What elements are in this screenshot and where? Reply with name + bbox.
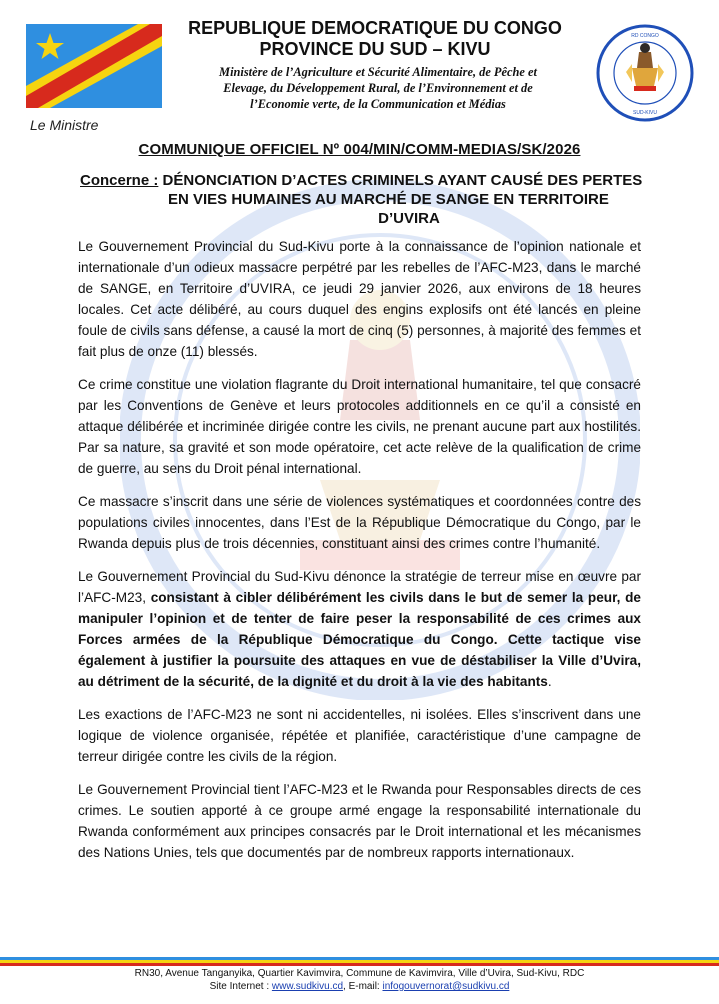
minister-label: Le Ministre xyxy=(30,117,99,133)
subject-label: Concerne : xyxy=(80,172,159,189)
subject-line: EN VIES HUMAINES AU MARCHÉ DE SANGE EN TERRITOIRE xyxy=(168,191,609,208)
paragraph xyxy=(78,566,641,692)
ministry-line: Elevage, du Développement Rural, de l’Environnement et de xyxy=(223,81,533,95)
paragraph: Ce crime constitue une violation flagrante du Droit international humanitaire, tel que consacré par les Conventions de Genève et leurs protocoles additionnels en ce qu’il a consisté en attaque délibérée et incriminée dirigée contre les civils, ne prenant aucune part aux hostilités. Par sa nature, sa gravité et son mode opératoire, cet acte relève de la qualification de crime de guerre, au sens du Droit pénal international. xyxy=(78,377,641,476)
footer-contact xyxy=(0,980,719,993)
ministry-line: Ministère de l’Agriculture et Sécurité Alimentaire, de Pêche et xyxy=(219,65,537,79)
email-link[interactable]: infogouvernorat@sudkivu.cd xyxy=(382,981,510,992)
paragraph: Le Gouvernement Provincial tient l’AFC-M23 et le Rwanda pour Responsables directs de ces crimes. Le soutien apporté à ce groupe armé engage la responsabilité internationale du Rwanda conformément aux principes consacrés par le Droit international et les mécanismes des Nations Unies, tels que documentés par de nombreux rapports internationaux. xyxy=(78,782,641,860)
footer-color-stripe xyxy=(0,957,719,966)
subject-line: D’UVIRA xyxy=(378,210,440,227)
drc-flag-image xyxy=(26,24,162,108)
subject-block xyxy=(80,171,650,228)
subject-line: DÉNONCIATION D’ACTES CRIMINELS AYANT CAUSÉ DES PERTES xyxy=(162,172,643,189)
paragraph: Le Gouvernement Provincial du Sud-Kivu porte à la connaissance de l’opinion nationale et internationale d’un odieux massacre perpétré par les rebelles de l’AFC-M23, dans le marché de SANGE, en Territoire d’UVIRA, ce jeudi 29 janvier 2026, aux environs de 18 heures locales. Cet acte délibéré, au cours duquel des engins explosifs ont été lancés en pleine foule de civils sans défense, a causé la mort de cinq (5) personnes, à majorité des femmes et fait plus de onze (11) blessés. xyxy=(78,239,641,359)
ministry-line: l’Economie verte, de la Communication et Médias xyxy=(250,97,506,111)
site-label: Site Internet : xyxy=(209,981,272,992)
ministry-name xyxy=(160,64,590,112)
footer-address: RN30, Avenue Tanganyika, Quartier Kavimvira, Commune de Kavimvira, Ville d’Uvira, Sud-Kivu, RDC xyxy=(134,968,585,979)
footer xyxy=(0,967,719,993)
email-label: , E-mail: xyxy=(343,981,383,992)
country-name: REPUBLIQUE DEMOCRATIQUE DU CONGO xyxy=(188,18,562,38)
paragraph: Ce massacre s’inscrit dans une série de violences systématiques et coordonnées contre des populations civiles innocentes, dans l’Est de la République Démocratique du Congo, par le Rwanda depuis plus de trois décennies, constituant ainsi des crimes contre l’humanité. xyxy=(78,494,641,551)
svg-text:SUD-KIVU: SUD-KIVU xyxy=(633,110,657,116)
paragraph-text: . xyxy=(547,674,552,689)
provincial-seal-image xyxy=(596,24,694,122)
svg-text:RD CONGO: RD CONGO xyxy=(631,33,659,39)
paragraph-bold-text: consistant à cibler délibérément les civils dans le but de semer la peur, de manipuler l’opinion et de tenter de faire peser la responsabilité de ces crimes aux Forces armées de la République Démocratique du Congo. Cette tactique vise également à justifier la poursuite des attaques en vue de déstabiliser la Ville d’Uvira, au détriment de la sécurité, de la dignité et du droit à la vie des habitants xyxy=(78,590,641,689)
paragraph: Les exactions de l’AFC-M23 ne sont ni accidentelles, ni isolées. Elles s’inscrivent dans une logique de violence organisée, répétée et planifiée, caractéristique d’une campagne de terreur dirigée contre les civils de la région. xyxy=(78,707,641,764)
paragraph-text: Le Gouvernement Provincial du Sud-Kivu dénonce la stratégie de terreur mise en œuvre par l’AFC-M23, xyxy=(78,569,641,605)
communique-title: COMMUNIQUE OFFICIEL Nº 004/MIN/COMM-MEDIAS/SK/2026 xyxy=(138,141,581,158)
communique-body xyxy=(78,236,641,875)
province-name: PROVINCE DU SUD – KIVU xyxy=(259,39,491,59)
letterhead xyxy=(160,18,590,112)
website-link[interactable]: www.sudkivu.cd xyxy=(271,981,344,992)
